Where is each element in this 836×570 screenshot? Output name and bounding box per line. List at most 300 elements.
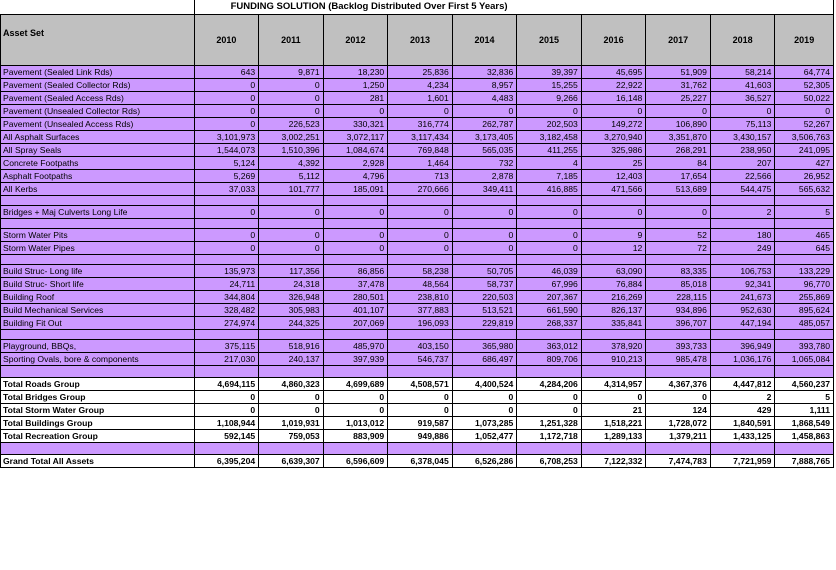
value-cell: 0 xyxy=(194,79,259,92)
value-cell: 3,182,458 xyxy=(517,131,582,144)
asset-label: Storm Water Pipes xyxy=(1,242,195,255)
spacer-cell xyxy=(581,443,646,455)
spacer-cell xyxy=(581,255,646,265)
spacer-cell xyxy=(710,443,775,455)
spacer-cell xyxy=(775,443,834,455)
value-cell: 1,052,477 xyxy=(452,430,517,443)
spacer-cell xyxy=(646,330,711,340)
value-cell: 3,072,117 xyxy=(323,131,388,144)
value-cell: 0 xyxy=(452,242,517,255)
value-cell: 0 xyxy=(194,118,259,131)
spacer-cell xyxy=(194,255,259,265)
value-cell: 883,909 xyxy=(323,430,388,443)
asset-label: Total Buildings Group xyxy=(1,417,195,430)
value-cell: 0 xyxy=(194,391,259,404)
spacer-cell xyxy=(323,219,388,229)
value-cell: 8,957 xyxy=(452,79,517,92)
value-cell: 268,291 xyxy=(646,144,711,157)
value-cell: 39,397 xyxy=(517,66,582,79)
value-cell: 3,101,973 xyxy=(194,131,259,144)
value-cell: 106,753 xyxy=(710,265,775,278)
table-row xyxy=(1,304,834,317)
value-cell: 4,796 xyxy=(323,170,388,183)
spacer-cell xyxy=(775,255,834,265)
value-cell: 32,836 xyxy=(452,66,517,79)
value-cell: 58,737 xyxy=(452,278,517,291)
value-cell: 268,337 xyxy=(517,317,582,330)
spacer-cell xyxy=(323,366,388,378)
value-cell: 427 xyxy=(775,157,834,170)
table-row xyxy=(1,131,834,144)
value-cell: 2 xyxy=(710,206,775,219)
value-cell: 5 xyxy=(775,206,834,219)
spacer-cell xyxy=(517,196,582,206)
value-cell: 363,012 xyxy=(517,340,582,353)
value-cell: 335,841 xyxy=(581,317,646,330)
value-cell: 216,269 xyxy=(581,291,646,304)
value-cell: 0 xyxy=(517,242,582,255)
table-row xyxy=(1,92,834,105)
value-cell: 4,483 xyxy=(452,92,517,105)
value-cell: 117,356 xyxy=(259,265,324,278)
year-header: 2014 xyxy=(452,15,517,66)
value-cell: 1,458,863 xyxy=(775,430,834,443)
total-row xyxy=(1,430,834,443)
spacer-cell xyxy=(388,366,453,378)
value-cell: 378,920 xyxy=(581,340,646,353)
value-cell: 1,250 xyxy=(323,79,388,92)
value-cell: 24,711 xyxy=(194,278,259,291)
table-row xyxy=(1,291,834,304)
value-cell: 403,150 xyxy=(388,340,453,353)
value-cell: 4,699,689 xyxy=(323,378,388,391)
asset-label: All Spray Seals xyxy=(1,144,195,157)
value-cell: 274,974 xyxy=(194,317,259,330)
value-cell: 0 xyxy=(452,229,517,242)
value-cell: 375,115 xyxy=(194,340,259,353)
value-cell: 45,695 xyxy=(581,66,646,79)
spacer-cell xyxy=(646,196,711,206)
value-cell: 50,705 xyxy=(452,265,517,278)
value-cell: 0 xyxy=(323,105,388,118)
value-cell: 185,091 xyxy=(323,183,388,196)
value-cell: 202,503 xyxy=(517,118,582,131)
value-cell: 952,630 xyxy=(710,304,775,317)
value-cell: 0 xyxy=(388,105,453,118)
value-cell: 86,856 xyxy=(323,265,388,278)
value-cell: 0 xyxy=(323,391,388,404)
value-cell: 207,069 xyxy=(323,317,388,330)
spacer-cell xyxy=(646,255,711,265)
year-header: 2019 xyxy=(775,15,834,66)
value-cell: 31,762 xyxy=(646,79,711,92)
value-cell: 133,229 xyxy=(775,265,834,278)
table-row xyxy=(1,66,834,79)
value-cell: 3,117,434 xyxy=(388,131,453,144)
value-cell: 1,510,396 xyxy=(259,144,324,157)
spacer-row xyxy=(1,330,834,340)
asset-label: Build Mechanical Services xyxy=(1,304,195,317)
value-cell: 229,819 xyxy=(452,317,517,330)
value-cell: 0 xyxy=(646,206,711,219)
value-cell: 513,689 xyxy=(646,183,711,196)
value-cell: 149,272 xyxy=(581,118,646,131)
value-cell: 106,890 xyxy=(646,118,711,131)
value-cell: 240,137 xyxy=(259,353,324,366)
value-cell: 3,270,940 xyxy=(581,131,646,144)
value-cell: 15,255 xyxy=(517,79,582,92)
spacer-cell xyxy=(194,330,259,340)
value-cell: 429 xyxy=(710,404,775,417)
value-cell: 518,916 xyxy=(259,340,324,353)
value-cell: 1,073,285 xyxy=(452,417,517,430)
value-cell: 83,335 xyxy=(646,265,711,278)
value-cell: 1,019,931 xyxy=(259,417,324,430)
total-row xyxy=(1,404,834,417)
value-cell: 76,884 xyxy=(581,278,646,291)
value-cell: 485,970 xyxy=(323,340,388,353)
asset-label: Total Recreation Group xyxy=(1,430,195,443)
table-row xyxy=(1,317,834,330)
table-title: FUNDING SOLUTION (Backlog Distributed Over First 5 Years) xyxy=(194,0,833,15)
value-cell: 0 xyxy=(259,242,324,255)
value-cell: 67,996 xyxy=(517,278,582,291)
value-cell: 220,503 xyxy=(452,291,517,304)
value-cell: 50,022 xyxy=(775,92,834,105)
value-cell: 25,836 xyxy=(388,66,453,79)
value-cell: 7,185 xyxy=(517,170,582,183)
value-cell: 4,694,115 xyxy=(194,378,259,391)
asset-label: Concrete Footpaths xyxy=(1,157,195,170)
value-cell: 919,587 xyxy=(388,417,453,430)
value-cell: 1,013,012 xyxy=(323,417,388,430)
spacer-cell xyxy=(710,196,775,206)
value-cell: 769,848 xyxy=(388,144,453,157)
asset-label: Total Bridges Group xyxy=(1,391,195,404)
value-cell: 396,707 xyxy=(646,317,711,330)
asset-label: Pavement (Sealed Link Rds) xyxy=(1,66,195,79)
value-cell: 0 xyxy=(581,105,646,118)
spacer-cell xyxy=(710,219,775,229)
spacer-cell xyxy=(259,443,324,455)
value-cell: 0 xyxy=(517,206,582,219)
value-cell: 1,544,073 xyxy=(194,144,259,157)
value-cell: 305,983 xyxy=(259,304,324,317)
spacer-cell xyxy=(388,196,453,206)
value-cell: 4,234 xyxy=(388,79,453,92)
spacer-row xyxy=(1,443,834,455)
value-cell: 63,090 xyxy=(581,265,646,278)
value-cell: 447,194 xyxy=(710,317,775,330)
value-cell: 396,949 xyxy=(710,340,775,353)
value-cell: 1,111 xyxy=(775,404,834,417)
value-cell: 72 xyxy=(646,242,711,255)
value-cell: 36,527 xyxy=(710,92,775,105)
asset-label: Building Roof xyxy=(1,291,195,304)
value-cell: 732 xyxy=(452,157,517,170)
value-cell: 96,770 xyxy=(775,278,834,291)
value-cell: 546,737 xyxy=(388,353,453,366)
value-cell: 64,774 xyxy=(775,66,834,79)
value-cell: 910,213 xyxy=(581,353,646,366)
value-cell: 0 xyxy=(323,242,388,255)
value-cell: 377,883 xyxy=(388,304,453,317)
value-cell: 41,603 xyxy=(710,79,775,92)
value-cell: 934,896 xyxy=(646,304,711,317)
value-cell: 0 xyxy=(194,242,259,255)
table-row xyxy=(1,105,834,118)
spacer-cell xyxy=(646,366,711,378)
value-cell: 196,093 xyxy=(388,317,453,330)
value-cell: 249 xyxy=(710,242,775,255)
value-cell: 4,367,376 xyxy=(646,378,711,391)
value-cell: 0 xyxy=(452,105,517,118)
value-cell: 565,632 xyxy=(775,183,834,196)
asset-label: Total Storm Water Group xyxy=(1,404,195,417)
value-cell: 270,666 xyxy=(388,183,453,196)
value-cell: 4,284,206 xyxy=(517,378,582,391)
value-cell: 241,095 xyxy=(775,144,834,157)
table-row xyxy=(1,353,834,366)
spacer-cell xyxy=(1,443,195,455)
value-cell: 544,475 xyxy=(710,183,775,196)
value-cell: 393,733 xyxy=(646,340,711,353)
value-cell: 12 xyxy=(581,242,646,255)
spacer-cell xyxy=(452,366,517,378)
value-cell: 316,774 xyxy=(388,118,453,131)
value-cell: 809,706 xyxy=(517,353,582,366)
value-cell: 255,869 xyxy=(775,291,834,304)
spacer-cell xyxy=(775,330,834,340)
table-row xyxy=(1,79,834,92)
value-cell: 217,030 xyxy=(194,353,259,366)
value-cell: 0 xyxy=(259,391,324,404)
value-cell: 1,464 xyxy=(388,157,453,170)
table-row xyxy=(1,229,834,242)
value-cell: 9,871 xyxy=(259,66,324,79)
asset-label: All Asphalt Surfaces xyxy=(1,131,195,144)
table-row xyxy=(1,144,834,157)
value-cell: 1,251,328 xyxy=(517,417,582,430)
value-cell: 18,230 xyxy=(323,66,388,79)
value-cell: 3,351,870 xyxy=(646,131,711,144)
value-cell: 0 xyxy=(194,229,259,242)
value-cell: 6,639,307 xyxy=(259,455,324,468)
value-cell: 226,523 xyxy=(259,118,324,131)
total-row xyxy=(1,378,834,391)
value-cell: 16,148 xyxy=(581,92,646,105)
value-cell: 0 xyxy=(194,92,259,105)
value-cell: 645 xyxy=(775,242,834,255)
value-cell: 326,948 xyxy=(259,291,324,304)
spacer-cell xyxy=(517,330,582,340)
value-cell: 3,430,157 xyxy=(710,131,775,144)
value-cell: 241,673 xyxy=(710,291,775,304)
value-cell: 0 xyxy=(259,206,324,219)
spacer-cell xyxy=(323,255,388,265)
spacer-cell xyxy=(710,366,775,378)
value-cell: 37,478 xyxy=(323,278,388,291)
value-cell: 0 xyxy=(323,229,388,242)
value-cell: 1,379,211 xyxy=(646,430,711,443)
value-cell: 207 xyxy=(710,157,775,170)
asset-label: Pavement (Unsealed Collector Rds) xyxy=(1,105,195,118)
value-cell: 7,122,332 xyxy=(581,455,646,468)
spacer-cell xyxy=(323,330,388,340)
value-cell: 643 xyxy=(194,66,259,79)
value-cell: 51,909 xyxy=(646,66,711,79)
value-cell: 411,255 xyxy=(517,144,582,157)
spacer-cell xyxy=(452,443,517,455)
value-cell: 0 xyxy=(388,391,453,404)
asset-label: Pavement (Sealed Access Rds) xyxy=(1,92,195,105)
value-cell: 0 xyxy=(388,206,453,219)
table-row xyxy=(1,206,834,219)
spacer-cell xyxy=(710,255,775,265)
value-cell: 2,928 xyxy=(323,157,388,170)
value-cell: 397,939 xyxy=(323,353,388,366)
spacer-cell xyxy=(646,443,711,455)
spacer-cell xyxy=(517,366,582,378)
spacer-cell xyxy=(517,443,582,455)
asset-label: Storm Water Pits xyxy=(1,229,195,242)
value-cell: 21 xyxy=(581,404,646,417)
value-cell: 1,065,084 xyxy=(775,353,834,366)
value-cell: 4,560,237 xyxy=(775,378,834,391)
spacer-cell xyxy=(323,196,388,206)
value-cell: 228,115 xyxy=(646,291,711,304)
spacer-cell xyxy=(581,196,646,206)
value-cell: 0 xyxy=(194,404,259,417)
value-cell: 0 xyxy=(259,229,324,242)
asset-label: Sporting Ovals, bore & components xyxy=(1,353,195,366)
value-cell: 328,482 xyxy=(194,304,259,317)
spacer-cell xyxy=(452,196,517,206)
value-cell: 465 xyxy=(775,229,834,242)
value-cell: 686,497 xyxy=(452,353,517,366)
total-row xyxy=(1,417,834,430)
value-cell: 180 xyxy=(710,229,775,242)
value-cell: 6,526,286 xyxy=(452,455,517,468)
asset-label: Building Fit Out xyxy=(1,317,195,330)
value-cell: 0 xyxy=(323,206,388,219)
spacer-cell xyxy=(452,330,517,340)
total-row xyxy=(1,391,834,404)
year-header: 2017 xyxy=(646,15,711,66)
value-cell: 22,922 xyxy=(581,79,646,92)
value-cell: 0 xyxy=(259,79,324,92)
value-cell: 485,057 xyxy=(775,317,834,330)
value-cell: 0 xyxy=(452,206,517,219)
value-cell: 280,501 xyxy=(323,291,388,304)
spacer-cell xyxy=(388,443,453,455)
value-cell: 85,018 xyxy=(646,278,711,291)
value-cell: 48,564 xyxy=(388,278,453,291)
value-cell: 0 xyxy=(581,391,646,404)
value-cell: 124 xyxy=(646,404,711,417)
value-cell: 2,878 xyxy=(452,170,517,183)
value-cell: 0 xyxy=(452,404,517,417)
value-cell: 52 xyxy=(646,229,711,242)
spacer-cell xyxy=(1,196,195,206)
value-cell: 3,002,251 xyxy=(259,131,324,144)
title-blank-cell xyxy=(1,0,195,15)
value-cell: 3,173,405 xyxy=(452,131,517,144)
asset-label: Asphalt Footpaths xyxy=(1,170,195,183)
value-cell: 22,566 xyxy=(710,170,775,183)
value-cell: 661,590 xyxy=(517,304,582,317)
value-cell: 1,840,591 xyxy=(710,417,775,430)
value-cell: 895,624 xyxy=(775,304,834,317)
value-cell: 207,367 xyxy=(517,291,582,304)
spacer-cell xyxy=(452,219,517,229)
value-cell: 0 xyxy=(388,242,453,255)
value-cell: 26,952 xyxy=(775,170,834,183)
spacer-cell xyxy=(646,219,711,229)
asset-label: Pavement (Sealed Collector Rds) xyxy=(1,79,195,92)
value-cell: 401,107 xyxy=(323,304,388,317)
value-cell: 713 xyxy=(388,170,453,183)
value-cell: 262,787 xyxy=(452,118,517,131)
value-cell: 281 xyxy=(323,92,388,105)
spacer-cell xyxy=(194,443,259,455)
value-cell: 4,400,524 xyxy=(452,378,517,391)
value-cell: 330,321 xyxy=(323,118,388,131)
value-cell: 0 xyxy=(646,391,711,404)
value-cell: 4,860,323 xyxy=(259,378,324,391)
value-cell: 37,033 xyxy=(194,183,259,196)
value-cell: 949,886 xyxy=(388,430,453,443)
value-cell: 9,266 xyxy=(517,92,582,105)
value-cell: 325,986 xyxy=(581,144,646,157)
value-cell: 513,521 xyxy=(452,304,517,317)
value-cell: 25 xyxy=(581,157,646,170)
value-cell: 0 xyxy=(646,105,711,118)
value-cell: 0 xyxy=(388,404,453,417)
table-row xyxy=(1,242,834,255)
value-cell: 344,804 xyxy=(194,291,259,304)
year-header: 2010 xyxy=(194,15,259,66)
table-row xyxy=(1,278,834,291)
value-cell: 4,314,957 xyxy=(581,378,646,391)
spacer-cell xyxy=(1,255,195,265)
value-cell: 52,267 xyxy=(775,118,834,131)
value-cell: 6,708,253 xyxy=(517,455,582,468)
value-cell: 5,112 xyxy=(259,170,324,183)
value-cell: 92,341 xyxy=(710,278,775,291)
asset-label: Build Struc- Short life xyxy=(1,278,195,291)
value-cell: 1,868,549 xyxy=(775,417,834,430)
value-cell: 0 xyxy=(259,92,324,105)
value-cell: 0 xyxy=(517,105,582,118)
grand-total-row xyxy=(1,455,834,468)
spacer-cell xyxy=(259,219,324,229)
value-cell: 9 xyxy=(581,229,646,242)
value-cell: 365,980 xyxy=(452,340,517,353)
asset-label: Bridges + Maj Culverts Long Life xyxy=(1,206,195,219)
value-cell: 0 xyxy=(194,105,259,118)
year-header: 2012 xyxy=(323,15,388,66)
value-cell: 4,392 xyxy=(259,157,324,170)
spacer-cell xyxy=(710,330,775,340)
spacer-cell xyxy=(388,255,453,265)
value-cell: 0 xyxy=(452,391,517,404)
value-cell: 349,411 xyxy=(452,183,517,196)
table-row xyxy=(1,340,834,353)
value-cell: 985,478 xyxy=(646,353,711,366)
asset-label: Build Struc- Long life xyxy=(1,265,195,278)
spacer-row xyxy=(1,366,834,378)
